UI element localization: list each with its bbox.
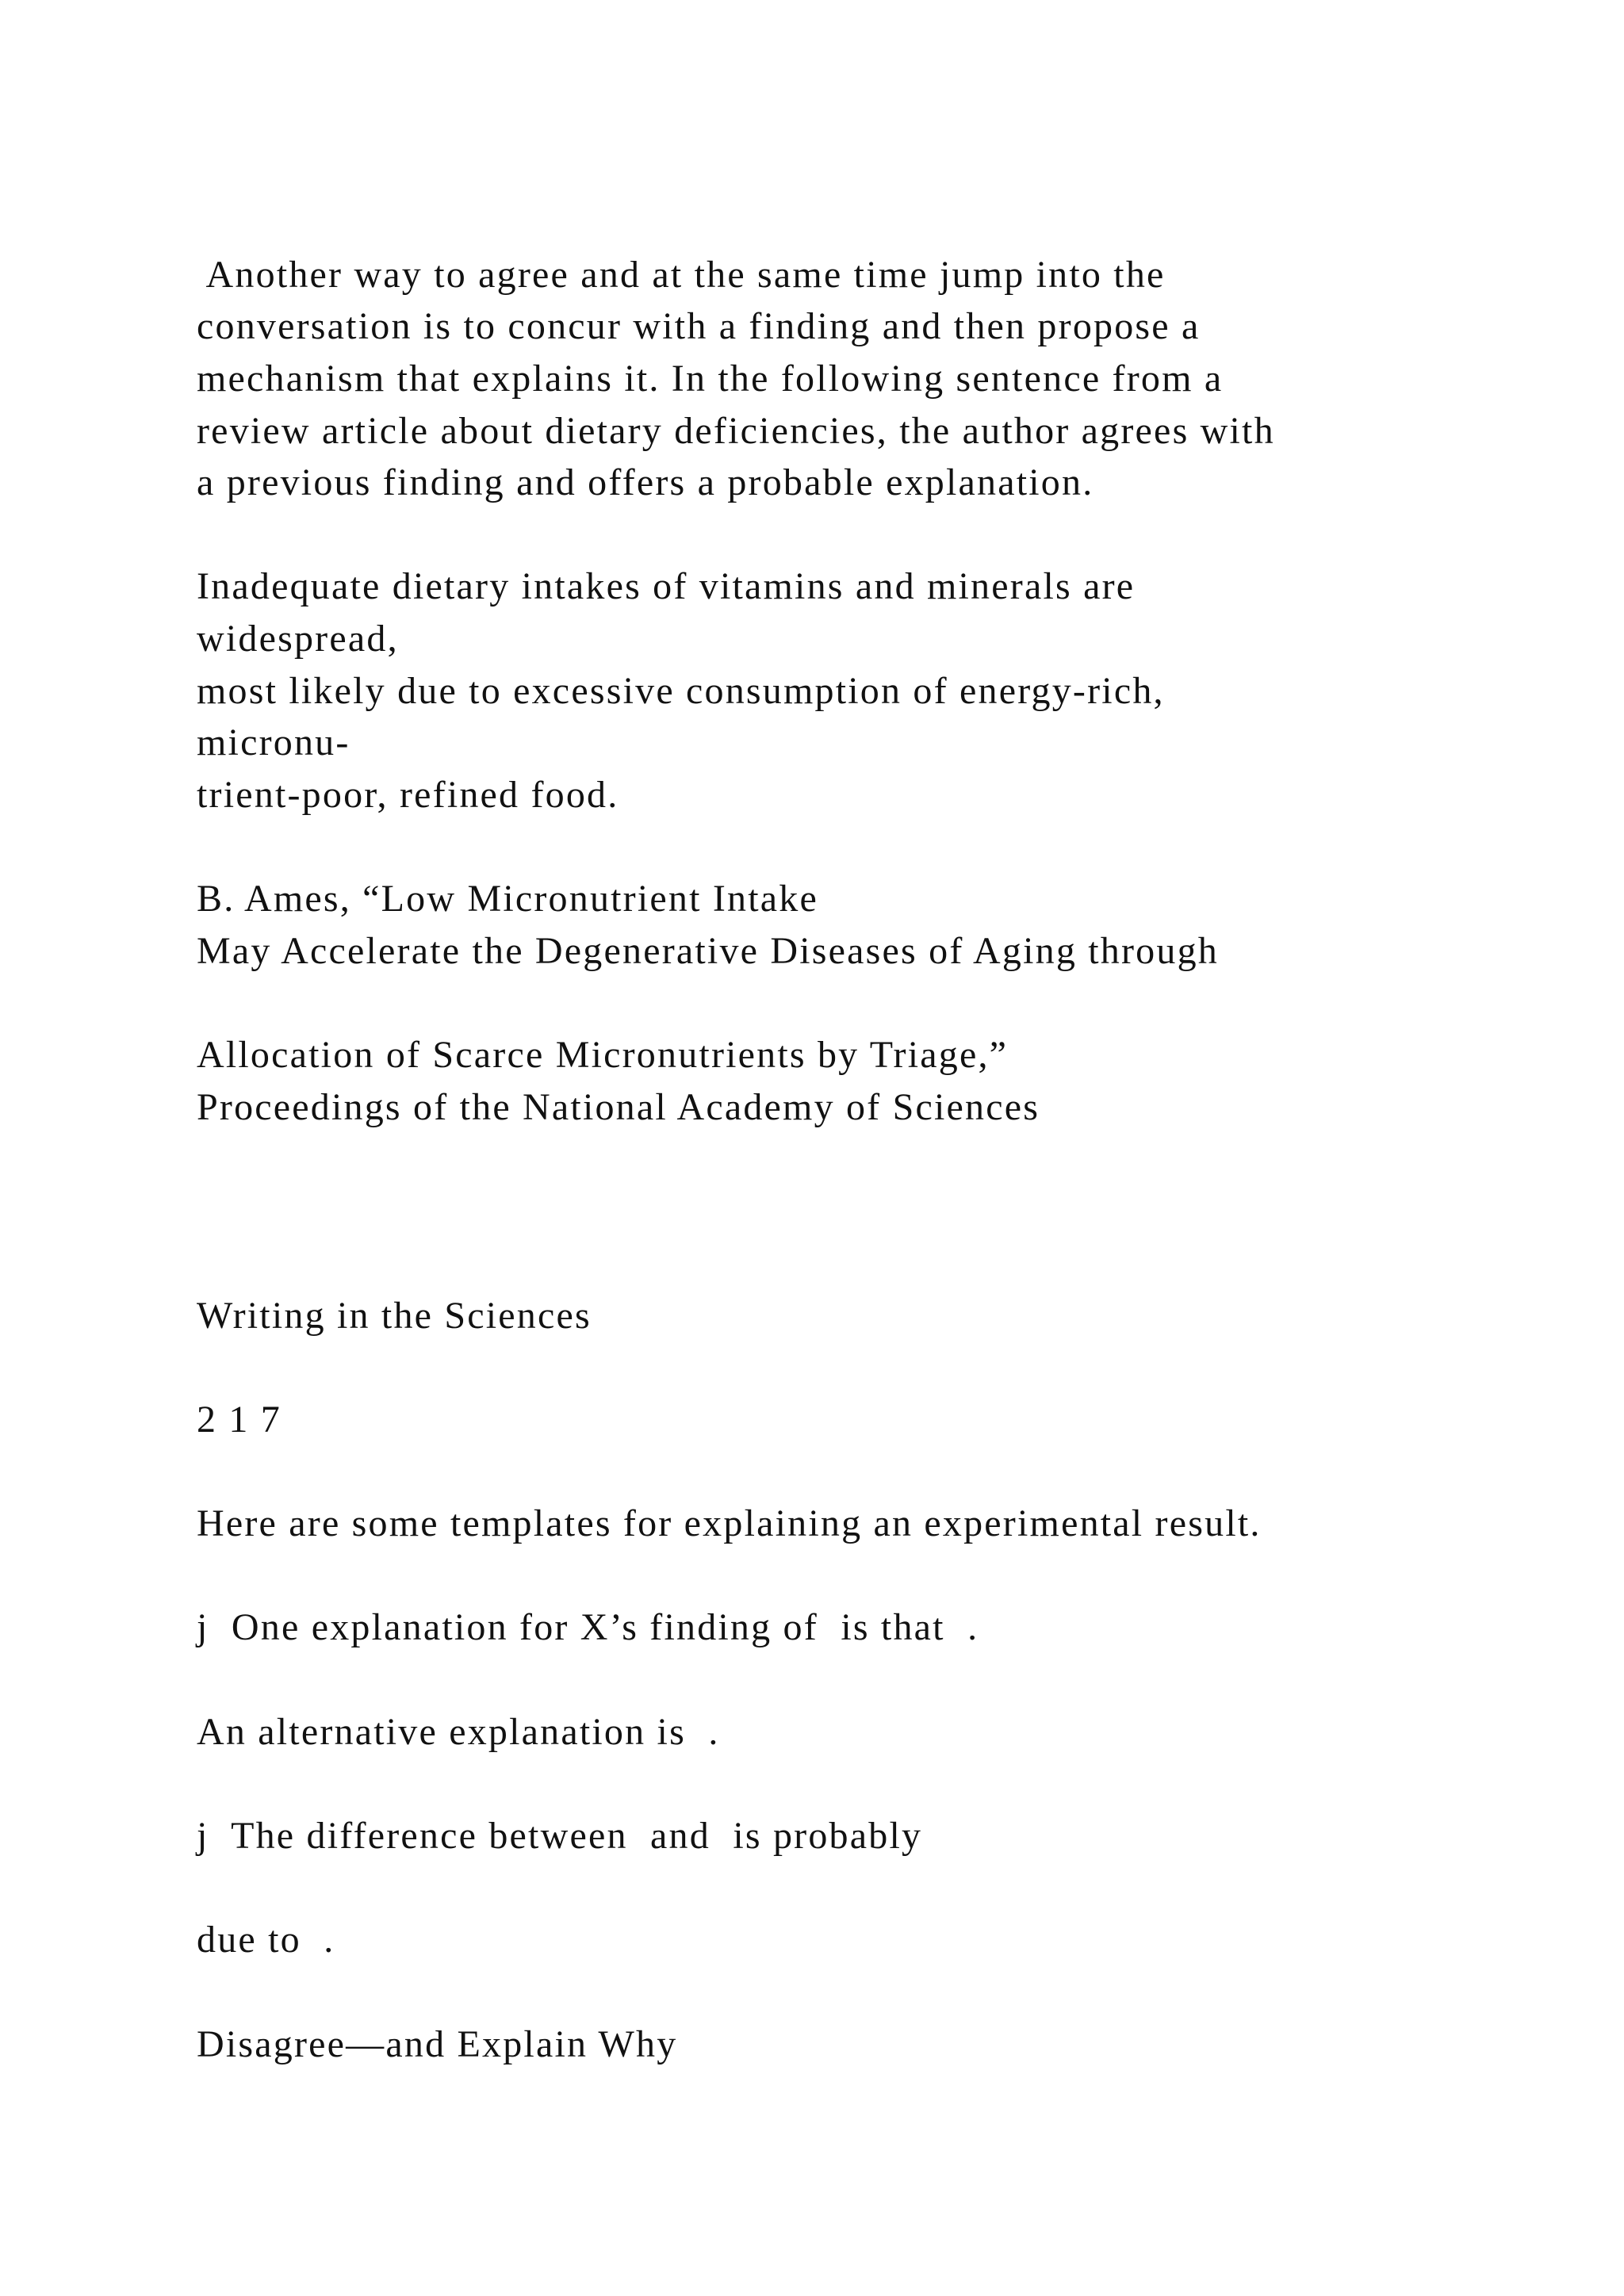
paragraph-line: a previous finding and offers a probable explanation.: [197, 461, 1094, 503]
citation-line: Proceedings of the National Academy of Sciences: [197, 1086, 1040, 1128]
templates-intro: Here are some templates for explaining an experimental result.: [197, 1502, 1262, 1544]
paragraph-line: mechanism that explains it. In the following sentence from a: [197, 358, 1224, 400]
quote-line: most likely due to excessive consumption of energy-rich,: [197, 670, 1165, 712]
quote-line: Inadequate dietary intakes of vitamins and minerals are: [197, 565, 1136, 607]
citation-line: B. Ames, “Low Micronutrient Intake: [197, 878, 818, 920]
running-head: Writing in the Sciences: [197, 1295, 592, 1337]
paragraph-line: review article about dietary deficiencies, the author agrees with: [197, 410, 1275, 452]
paragraph-line: conversation is to concur with a finding and then propose a: [197, 305, 1201, 347]
quote-line: widespread,: [197, 618, 399, 660]
section-heading: Disagree—and Explain Why: [197, 2023, 678, 2065]
quote-line: micronu-: [197, 721, 350, 763]
page-number: 2 1 7: [197, 1399, 282, 1441]
citation-line: Allocation of Scarce Micronutrients by Triage,”: [197, 1034, 1009, 1076]
template-line: An alternative explanation is .: [197, 1711, 720, 1753]
template-line: j One explanation for X’s finding of is that .: [197, 1606, 979, 1648]
template-line: due to .: [197, 1919, 335, 1961]
paragraph-line: Another way to agree and at the same time jump into the: [197, 254, 1166, 296]
template-line: j The difference between and is probably: [197, 1815, 923, 1857]
quote-line: trient-poor, refined food.: [197, 774, 619, 816]
citation-line: May Accelerate the Degenerative Diseases of Aging through: [197, 930, 1219, 972]
